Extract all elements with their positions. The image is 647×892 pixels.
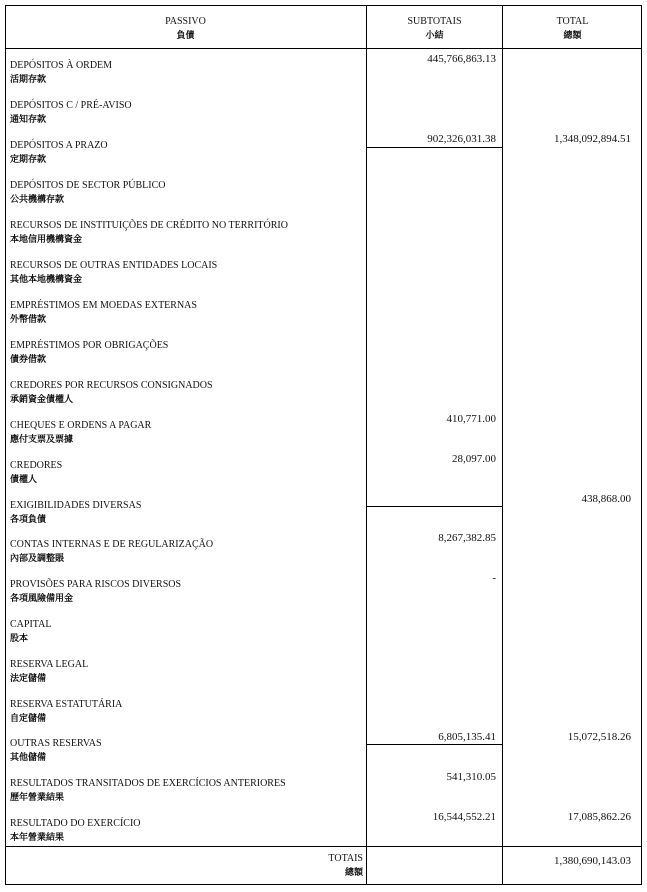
grand-total: 1,380,690,143.03 <box>554 855 631 867</box>
row-subtotal: 541,310.05 <box>446 771 496 783</box>
row-label-zh: 其他本地機構資金 <box>10 275 83 285</box>
row-label: DEPÓSITOS A PRAZO <box>10 140 108 151</box>
table-row <box>5 727 642 767</box>
row-label: RESULTADOS TRANSITADOS DE EXERCÍCIOS ANTERIORES <box>10 778 286 789</box>
row-label-zh: 各項風險備用金 <box>10 594 74 604</box>
row-label-zh: 股本 <box>10 634 29 644</box>
row-subtotal: - <box>492 572 496 584</box>
row-label-zh: 債券借款 <box>10 355 47 365</box>
row-label: RESERVA LEGAL <box>10 659 89 670</box>
table-row <box>5 329 642 369</box>
row-label: CONTAS INTERNAS E DE REGULARIZAÇÃO <box>10 539 214 550</box>
row-label: CREDORES <box>10 460 63 471</box>
table-row <box>5 249 642 289</box>
row-label-zh: 公共機構存款 <box>10 195 65 205</box>
table-row <box>5 89 642 129</box>
row-label-zh: 自定儲備 <box>10 714 47 724</box>
table-row <box>5 49 642 89</box>
row-label: EXIGIBILIDADES DIVERSAS <box>10 500 142 511</box>
row-label-zh: 外幣借款 <box>10 315 47 325</box>
table-row <box>5 409 642 449</box>
row-label-zh: 定期存款 <box>10 155 47 165</box>
row-label-zh: 本年營業結果 <box>10 833 65 843</box>
row-label: CREDORES POR RECURSOS CONSIGNADOS <box>10 380 213 391</box>
row-label: RESERVA ESTATUTÁRIA <box>10 699 123 710</box>
row-label: DEPÓSITOS À ORDEM <box>10 60 113 71</box>
row-subtotal: 902,326,031.38 <box>427 133 496 145</box>
table-row <box>5 209 642 249</box>
row-label-zh: 法定儲備 <box>10 674 47 684</box>
table-row <box>5 449 642 489</box>
table-row <box>5 169 642 209</box>
table-row <box>5 129 642 169</box>
row-subtotal: 445,766,863.13 <box>427 53 496 65</box>
header-passivo-label-zh: 負債 <box>176 31 195 41</box>
header-subtotais <box>367 14 502 44</box>
header-passivo-label: PASSIVO <box>165 16 206 27</box>
row-total: 438,868.00 <box>581 493 631 505</box>
row-label: CHEQUES E ORDENS A PAGAR <box>10 420 152 431</box>
table-row <box>5 688 642 728</box>
row-total: 15,072,518.26 <box>567 731 631 743</box>
header-total-label-zh: 總額 <box>563 31 582 41</box>
header-total <box>503 14 642 44</box>
table-row <box>5 568 642 608</box>
row-label: RESULTADO DO EXERCÍCIO <box>10 818 141 829</box>
row-subtotal: 6,805,135.41 <box>438 731 496 743</box>
row-label: RECURSOS DE OUTRAS ENTIDADES LOCAIS <box>10 260 218 271</box>
row-label-zh: 其他儲備 <box>10 753 47 763</box>
table-row <box>5 489 642 529</box>
table-row <box>5 528 642 568</box>
row-label: EMPRÉSTIMOS POR OBRIGAÇÕES <box>10 340 169 351</box>
row-label-zh: 債權人 <box>10 475 38 485</box>
table-row <box>5 648 642 688</box>
header-subtotais-label-zh: 小結 <box>425 31 444 41</box>
row-total: 17,085,862.26 <box>567 811 631 823</box>
row-label: EMPRÉSTIMOS EM MOEDAS EXTERNAS <box>10 300 197 311</box>
row-subtotal: 28,097.00 <box>452 453 496 465</box>
row-label-zh: 活期存款 <box>10 75 47 85</box>
table-row <box>5 369 642 409</box>
totals-label-zh: 總額 <box>344 868 363 878</box>
row-subtotal: 8,267,382.85 <box>438 532 496 544</box>
header-subtotais-label: SUBTOTAIS <box>407 16 462 27</box>
balance-sheet-passivo <box>5 5 642 885</box>
table-row <box>5 289 642 329</box>
row-subtotal: 410,771.00 <box>446 413 496 425</box>
row-subtotal: 16,544,552.21 <box>432 811 496 823</box>
table-row <box>5 767 642 807</box>
row-label: DEPÓSITOS DE SECTOR PÚBLICO <box>10 180 166 191</box>
row-label-zh: 歷年營業結果 <box>10 793 65 803</box>
row-label: OUTRAS RESERVAS <box>10 738 102 749</box>
row-label: DEPÓSITOS C / PRÉ-AVISO <box>10 100 132 111</box>
table-row <box>5 807 642 847</box>
row-label-zh: 內部及調整賬 <box>10 554 65 564</box>
row-total: 1,348,092,894.51 <box>554 133 631 145</box>
row-label: RECURSOS DE INSTITUIÇÕES DE CRÉDITO NO TERRITÓRIO <box>10 220 288 231</box>
row-label-zh: 通知存款 <box>10 115 47 125</box>
row-label-zh: 承銷資金債權人 <box>10 395 74 405</box>
row-label: PROVISÕES PARA RISCOS DIVERSOS <box>10 579 182 590</box>
row-label-zh: 各項負債 <box>10 515 47 525</box>
totals-label-pt: TOTAIS <box>328 853 363 864</box>
row-label: CAPITAL <box>10 619 52 630</box>
header-passivo <box>5 14 366 44</box>
header-total-label: TOTAL <box>556 16 589 27</box>
table-row <box>5 608 642 648</box>
row-label-zh: 本地信用機構資金 <box>10 235 83 245</box>
totals-label <box>328 851 363 881</box>
row-label-zh: 應付支票及票據 <box>10 435 74 445</box>
